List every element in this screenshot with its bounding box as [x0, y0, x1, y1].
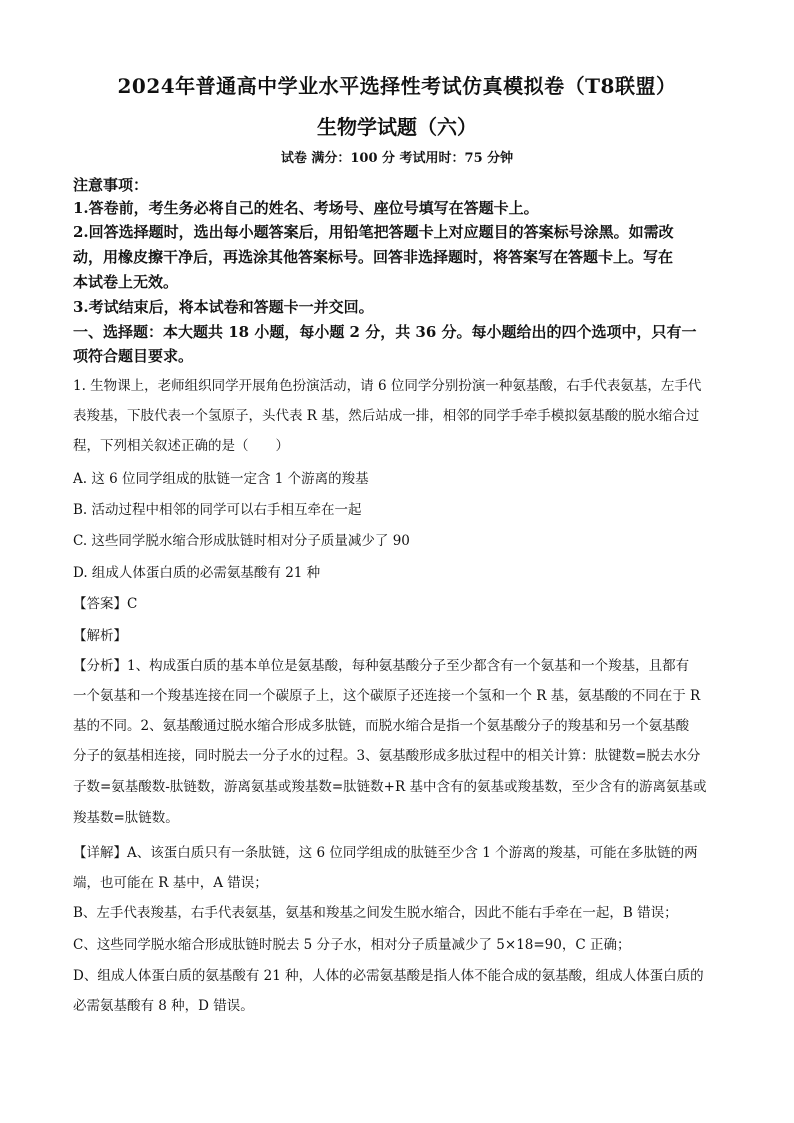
section-heading-1: 一、选择题：本大题共 18 小题，每小题 2 分，共 36 分。每小题给出的四个选项中，只有一 — [73, 323, 697, 341]
option-a: A. 这 6 位同学组成的肽链一定含 1 个游离的羧基 — [73, 471, 369, 487]
analysis-line-3: 基的不同。2、氨基酸通过脱水缩合形成多肽链，而脱水缩合是指一个氨基酸分子的羧基和另一个氨基酸 — [73, 718, 690, 734]
question-stem-3: 程，下列相关叙述正确的是（ ） — [73, 438, 289, 454]
detail-line-1: 【详解】A、该蛋白质只有一条肽链，这 6 位同学组成的肽链至少含 1 个游离的羧基，可能在多肽链的两 — [73, 845, 698, 861]
notice-heading: 注意事项： — [73, 176, 149, 194]
option-b: B. 活动过程中相邻的同学可以右手相互牵在一起 — [73, 502, 362, 518]
analysis-line-5: 子数=氨基酸数-肽链数，游离氨基或羧基数=肽链数+R 基中含有的氨基或羧基数，至少含有的游离氨基或 — [73, 779, 707, 795]
analysis-label: 【解析】 — [73, 628, 127, 644]
question-stem-1: 1. 生物课上，老师组织同学开展角色扮演活动，请 6 位同学分别扮演一种氨基酸，右手代表氨基，左手代 — [73, 378, 702, 394]
analysis-line-1: 【分析】1、构成蛋白质的基本单位是氨基酸，每种氨基酸分子至少都含有一个氨基和一个羧基，且都有 — [73, 658, 690, 674]
detail-line-6: 必需氨基酸有 8 种，D 错误。 — [73, 998, 254, 1014]
answer-label: 【答案】C — [73, 596, 138, 612]
analysis-line-4: 分子的氨基相连接，同时脱去一分子水的过程。3、氨基酸形成多肽过程中的相关计算：肽键数=脱去水分 — [73, 748, 701, 764]
exam-meta: 试卷 满分：100 分 考试用时：75 分钟 — [280, 151, 514, 166]
notice-line-2a: 2.回答选择题时，选出每小题答案后，用铅笔把答题卡上对应题目的答案标号涂黑。如需改 — [73, 223, 674, 241]
question-stem-2: 表羧基，下肢代表一个氢原子，头代表 R 基，然后站成一排，相邻的同学手牵手模拟氨基酸的脱水缩合过 — [73, 408, 700, 424]
notice-line-3: 3.考试结束后，将本试卷和答题卡一并交回。 — [73, 298, 374, 316]
notice-line-1: 1.答卷前，考生务必将自己的姓名、考场号、座位号填写在答题卡上。 — [73, 199, 539, 217]
detail-line-5: D、组成人体蛋白质的氨基酸有 21 种，人体的必需氨基酸是指人体不能合成的氨基酸，组成人体蛋白质的 — [73, 968, 704, 984]
detail-line-2: 端，也可能在 R 基中，A 错误； — [73, 875, 268, 891]
option-d: D. 组成人体蛋白质的必需氨基酸有 21 种 — [73, 565, 321, 581]
analysis-line-6: 羧基数=肽链数。 — [73, 810, 179, 826]
analysis-line-2: 一个氨基和一个羧基连接在同一个碳原子上，这个碳原子还连接一个氢和一个 R 基，氨基酸的不同在于 R — [73, 688, 701, 704]
subject-title: 生物学试题（六） — [317, 115, 477, 139]
section-heading-2: 项符合题目要求。 — [73, 347, 194, 365]
option-c: C. 这些同学脱水缩合形成肽链时相对分子质量减少了 90 — [73, 533, 410, 549]
notice-line-2c: 本试卷上无效。 — [73, 273, 179, 291]
detail-line-3: B、左手代表羧基，右手代表氨基，氨基和羧基之间发生脱水缩合，因此不能右手牵在一起，B 错误； — [73, 905, 678, 921]
detail-line-4: C、这些同学脱水缩合形成肽链时脱去 5 分子水，相对分子质量减少了 5×18=90，C 正确； — [73, 937, 631, 953]
notice-line-2b: 动，用橡皮擦干净后，再选涂其他答案标号。回答非选择题时，将答案写在答题卡上。写在 — [73, 248, 674, 266]
exam-title: 2024年普通高中学业水平选择性考试仿真模拟卷（T8联盟） — [117, 74, 677, 98]
